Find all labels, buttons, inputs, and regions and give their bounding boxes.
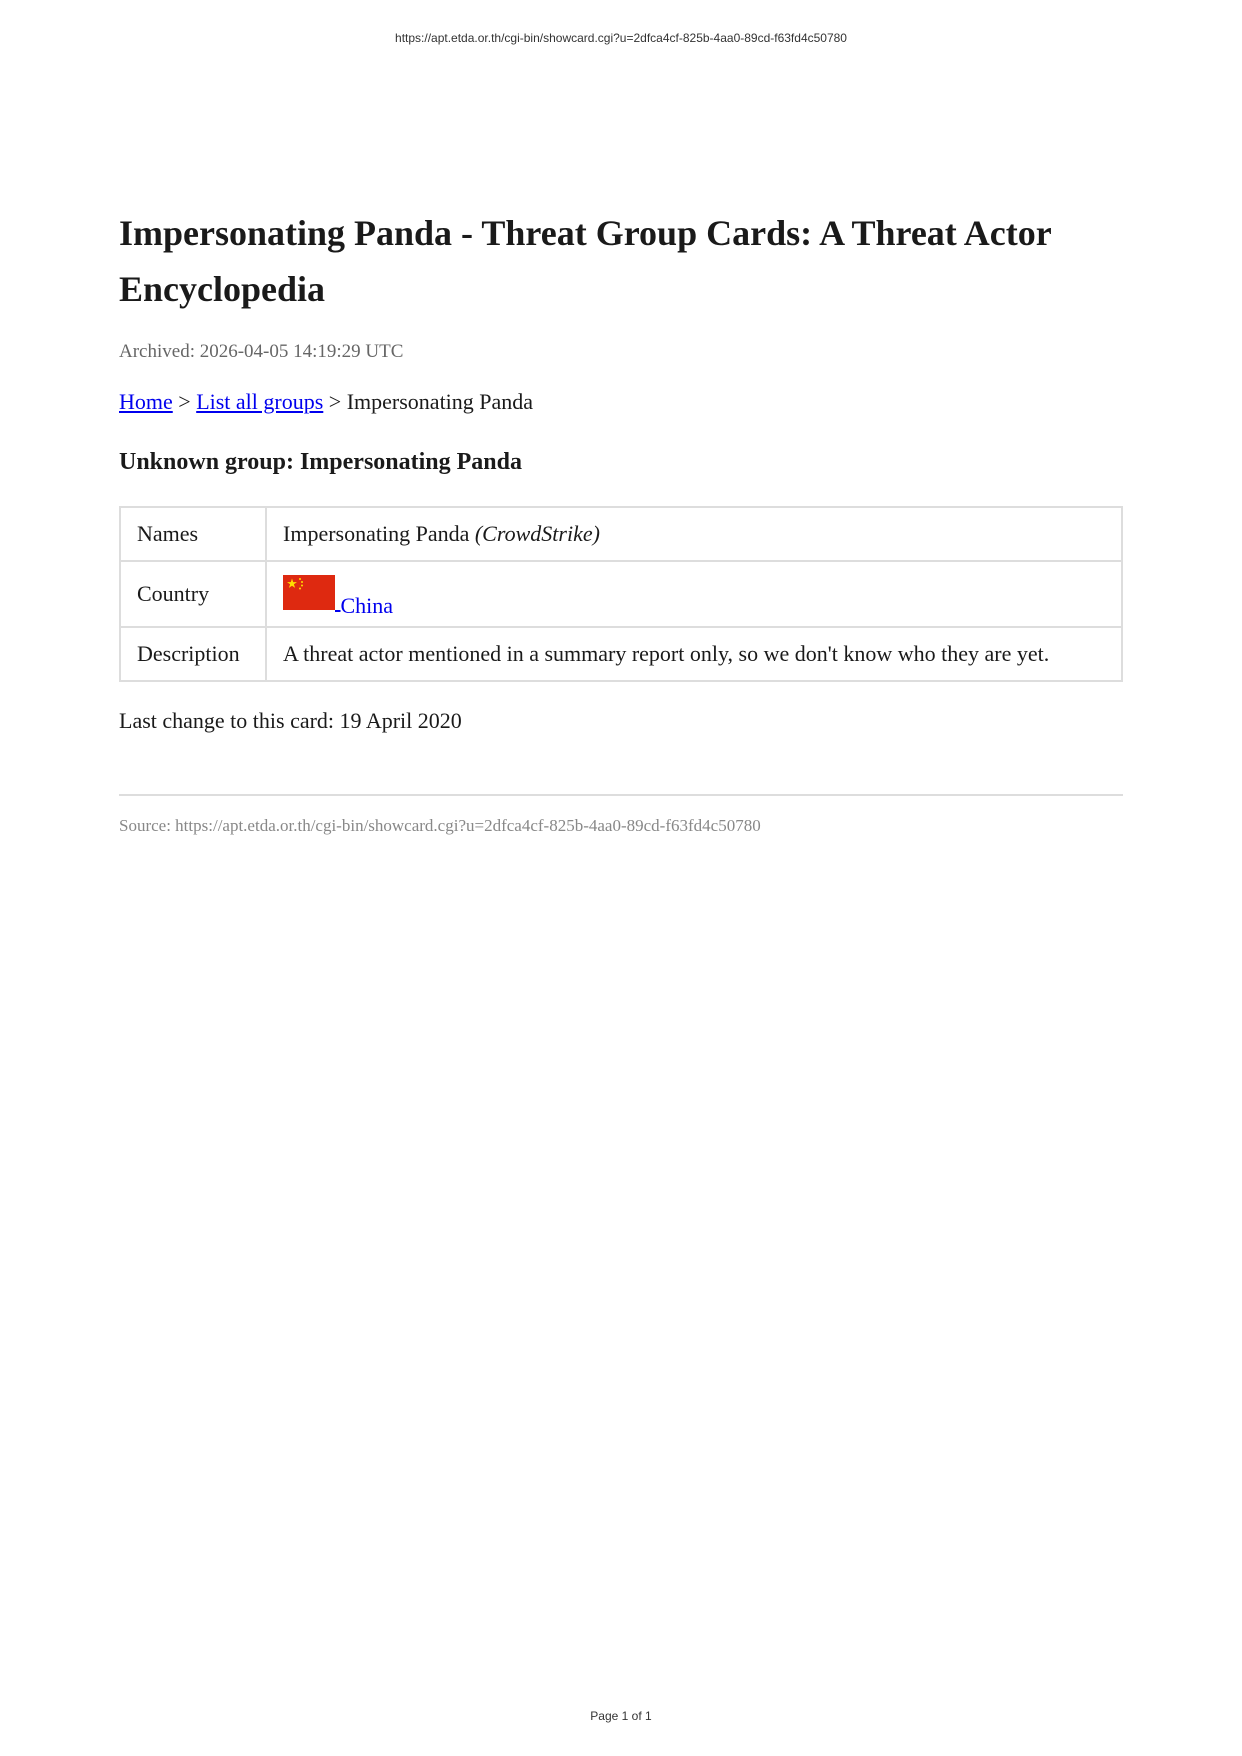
breadcrumb-separator: > <box>178 389 191 414</box>
names-label: Names <box>120 507 266 561</box>
page-content <box>119 205 1123 836</box>
page-title: Impersonating Panda - Threat Group Cards: A Threat Actor Encyclopedia <box>119 213 1052 309</box>
page-indicator: Page 1 of 1 <box>590 1709 652 1723</box>
table-row-description <box>120 627 1122 681</box>
description-value: A threat actor mentioned in a summary report only, so we don't know who they are yet. <box>266 627 1122 681</box>
breadcrumb <box>119 389 1123 415</box>
names-cell <box>266 507 1122 561</box>
breadcrumb-separator: > <box>328 389 342 414</box>
table-row-country <box>120 561 1122 627</box>
names-value: Impersonating Panda <box>283 521 470 546</box>
group-heading: Unknown group: Impersonating Panda <box>119 449 522 475</box>
country-link[interactable] <box>283 588 394 618</box>
breadcrumb-home-link[interactable]: Home <box>119 389 173 414</box>
breadcrumb-current: Impersonating Panda <box>346 389 534 414</box>
last-change-date: Last change to this card: 19 April 2020 <box>119 708 462 733</box>
group-card-table <box>119 506 1123 682</box>
china-flag-icon <box>283 575 335 610</box>
country-value: China <box>340 592 394 618</box>
archived-timestamp: Archived: 2026-04-05 14:19:29 UTC <box>119 341 404 362</box>
country-label: Country <box>120 561 266 627</box>
country-cell <box>266 561 1122 627</box>
names-source: (CrowdStrike) <box>474 521 600 546</box>
print-header-url: https://apt.etda.or.th/cgi-bin/showcard.cgi?u=2dfca4cf-825b-4aa0-89cd-f63fd4c50780 <box>395 31 847 45</box>
table-row-names <box>120 507 1122 561</box>
breadcrumb-list-all-groups-link[interactable]: List all groups <box>196 389 324 414</box>
divider <box>119 794 1123 796</box>
source-url: Source: https://apt.etda.or.th/cgi-bin/showcard.cgi?u=2dfca4cf-825b-4aa0-89cd-f63fd4c50780 <box>119 816 761 835</box>
description-label: Description <box>120 627 266 681</box>
